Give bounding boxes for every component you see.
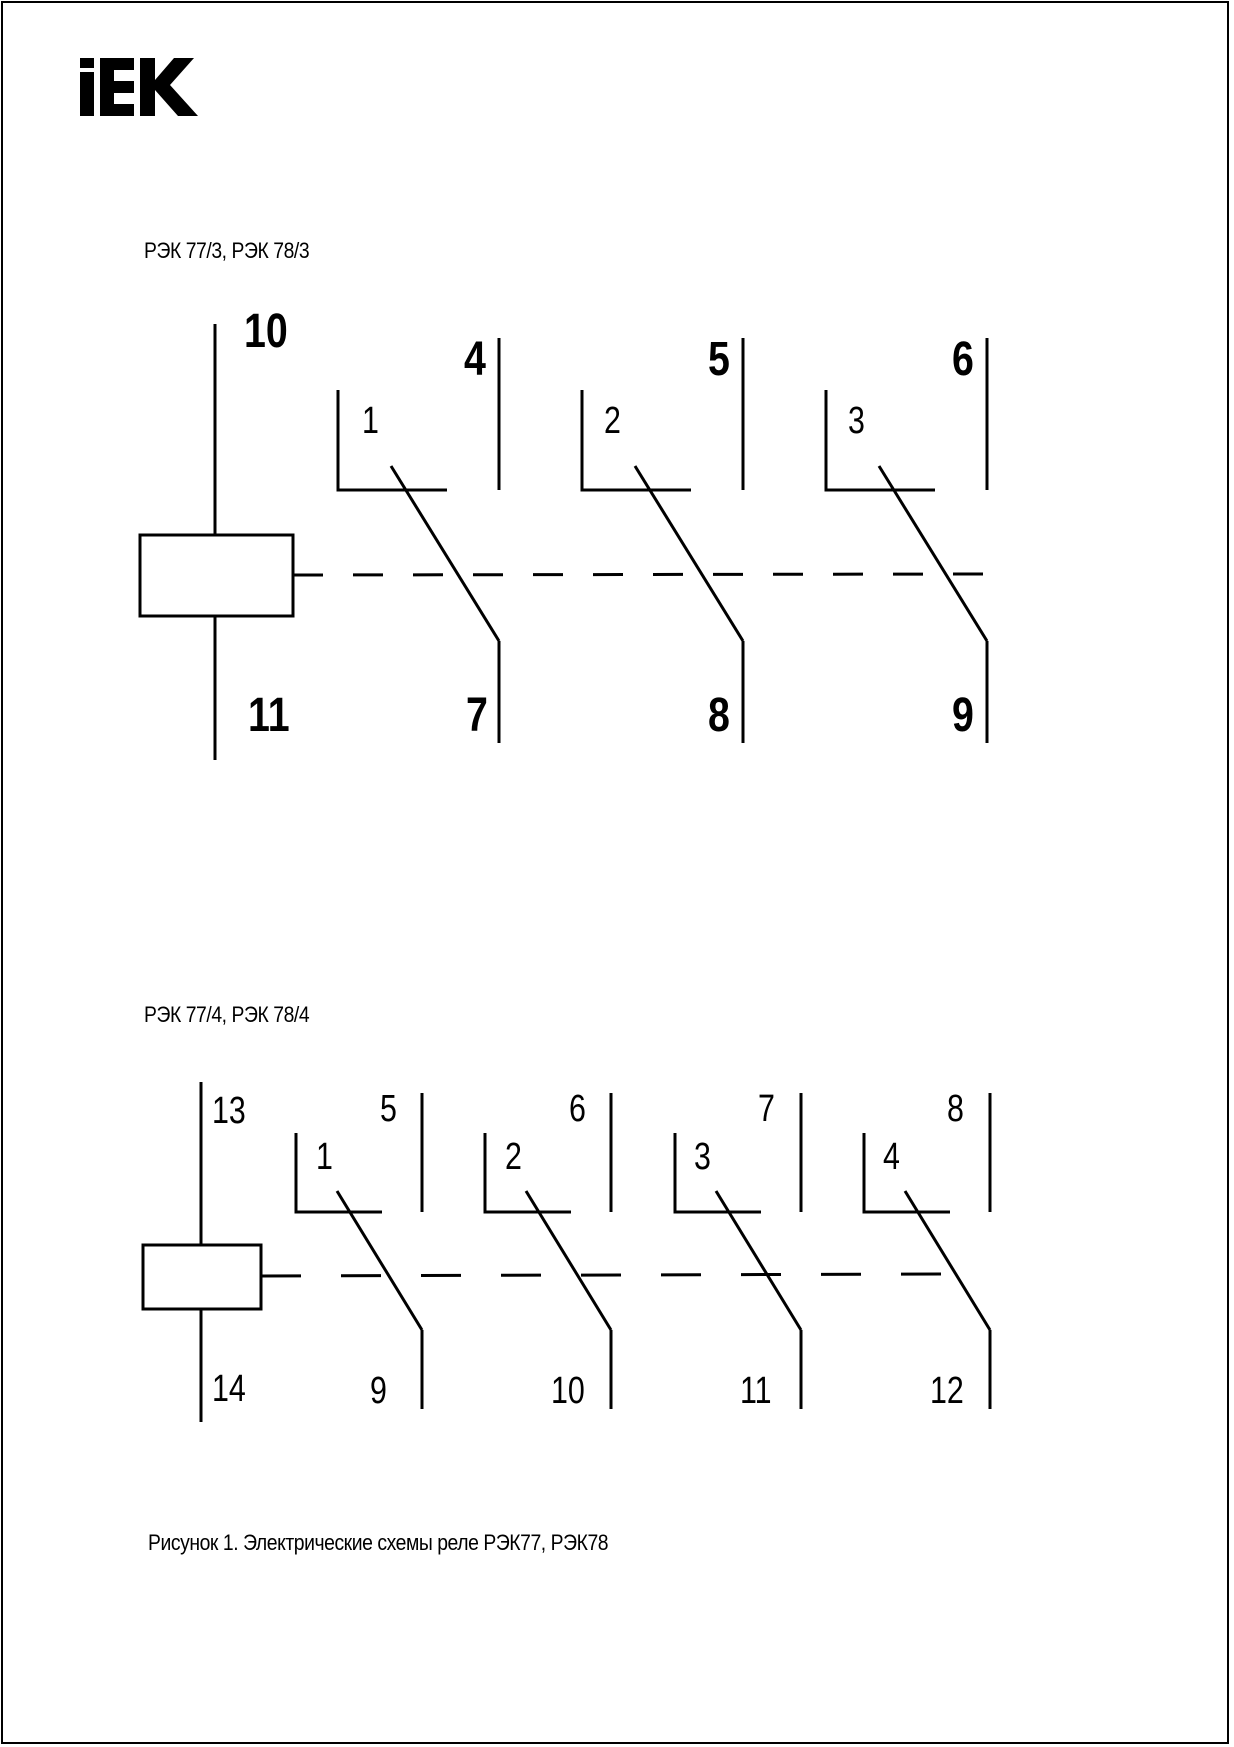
coil — [143, 1245, 261, 1309]
contact-4-common-terminal: 4 — [883, 1136, 900, 1178]
contact-3-common-terminal: 3 — [848, 400, 865, 442]
contact-1-common-terminal: 1 — [362, 400, 379, 442]
coil-top-terminal: 10 — [244, 305, 288, 358]
scheme-3-caption: РЭК 77/3, РЭК 78/3 — [144, 238, 310, 263]
contact-3-nc-terminal: 6 — [952, 333, 974, 386]
coil-bottom-terminal: 11 — [248, 689, 290, 742]
contact-3 — [826, 333, 987, 743]
contact-2-common-terminal: 2 — [505, 1136, 522, 1178]
contact-1-nc-terminal: 5 — [380, 1088, 397, 1130]
mechanical-link — [261, 1274, 945, 1276]
contact-1 — [296, 1093, 422, 1412]
contact-2 — [582, 333, 743, 743]
contact-4-no-terminal: 12 — [930, 1370, 964, 1412]
contact-2-nc-terminal: 6 — [569, 1088, 586, 1130]
coil — [140, 535, 293, 616]
scheme-4-caption: РЭК 77/4, РЭК 78/4 — [144, 1002, 310, 1027]
mechanical-link — [293, 574, 985, 575]
contact-1-no-terminal: 7 — [466, 689, 488, 742]
contact-3-nc-terminal: 7 — [758, 1088, 775, 1130]
contact-4-nc-terminal: 8 — [947, 1088, 964, 1130]
contact-1-common-terminal: 1 — [316, 1136, 333, 1178]
contact-2-no-terminal: 8 — [708, 689, 730, 742]
contact-1-nc-terminal: 4 — [464, 333, 486, 386]
contact-3-no-terminal: 9 — [952, 689, 974, 742]
coil-top-terminal: 13 — [212, 1090, 246, 1132]
contact-2-nc-terminal: 5 — [708, 333, 730, 386]
contact-2-no-terminal: 10 — [551, 1370, 585, 1412]
contact-3-no-terminal: 11 — [740, 1370, 772, 1412]
contact-3-common-terminal: 3 — [694, 1136, 711, 1178]
figure-caption: Рисунок 1. Электрические схемы реле РЭК77, РЭК78 — [148, 1530, 609, 1555]
contact-2 — [485, 1093, 611, 1412]
contact-2-common-terminal: 2 — [604, 400, 621, 442]
coil-bottom-terminal: 14 — [212, 1368, 246, 1410]
contact-1-no-terminal: 9 — [370, 1370, 387, 1412]
contact-1 — [338, 333, 499, 743]
